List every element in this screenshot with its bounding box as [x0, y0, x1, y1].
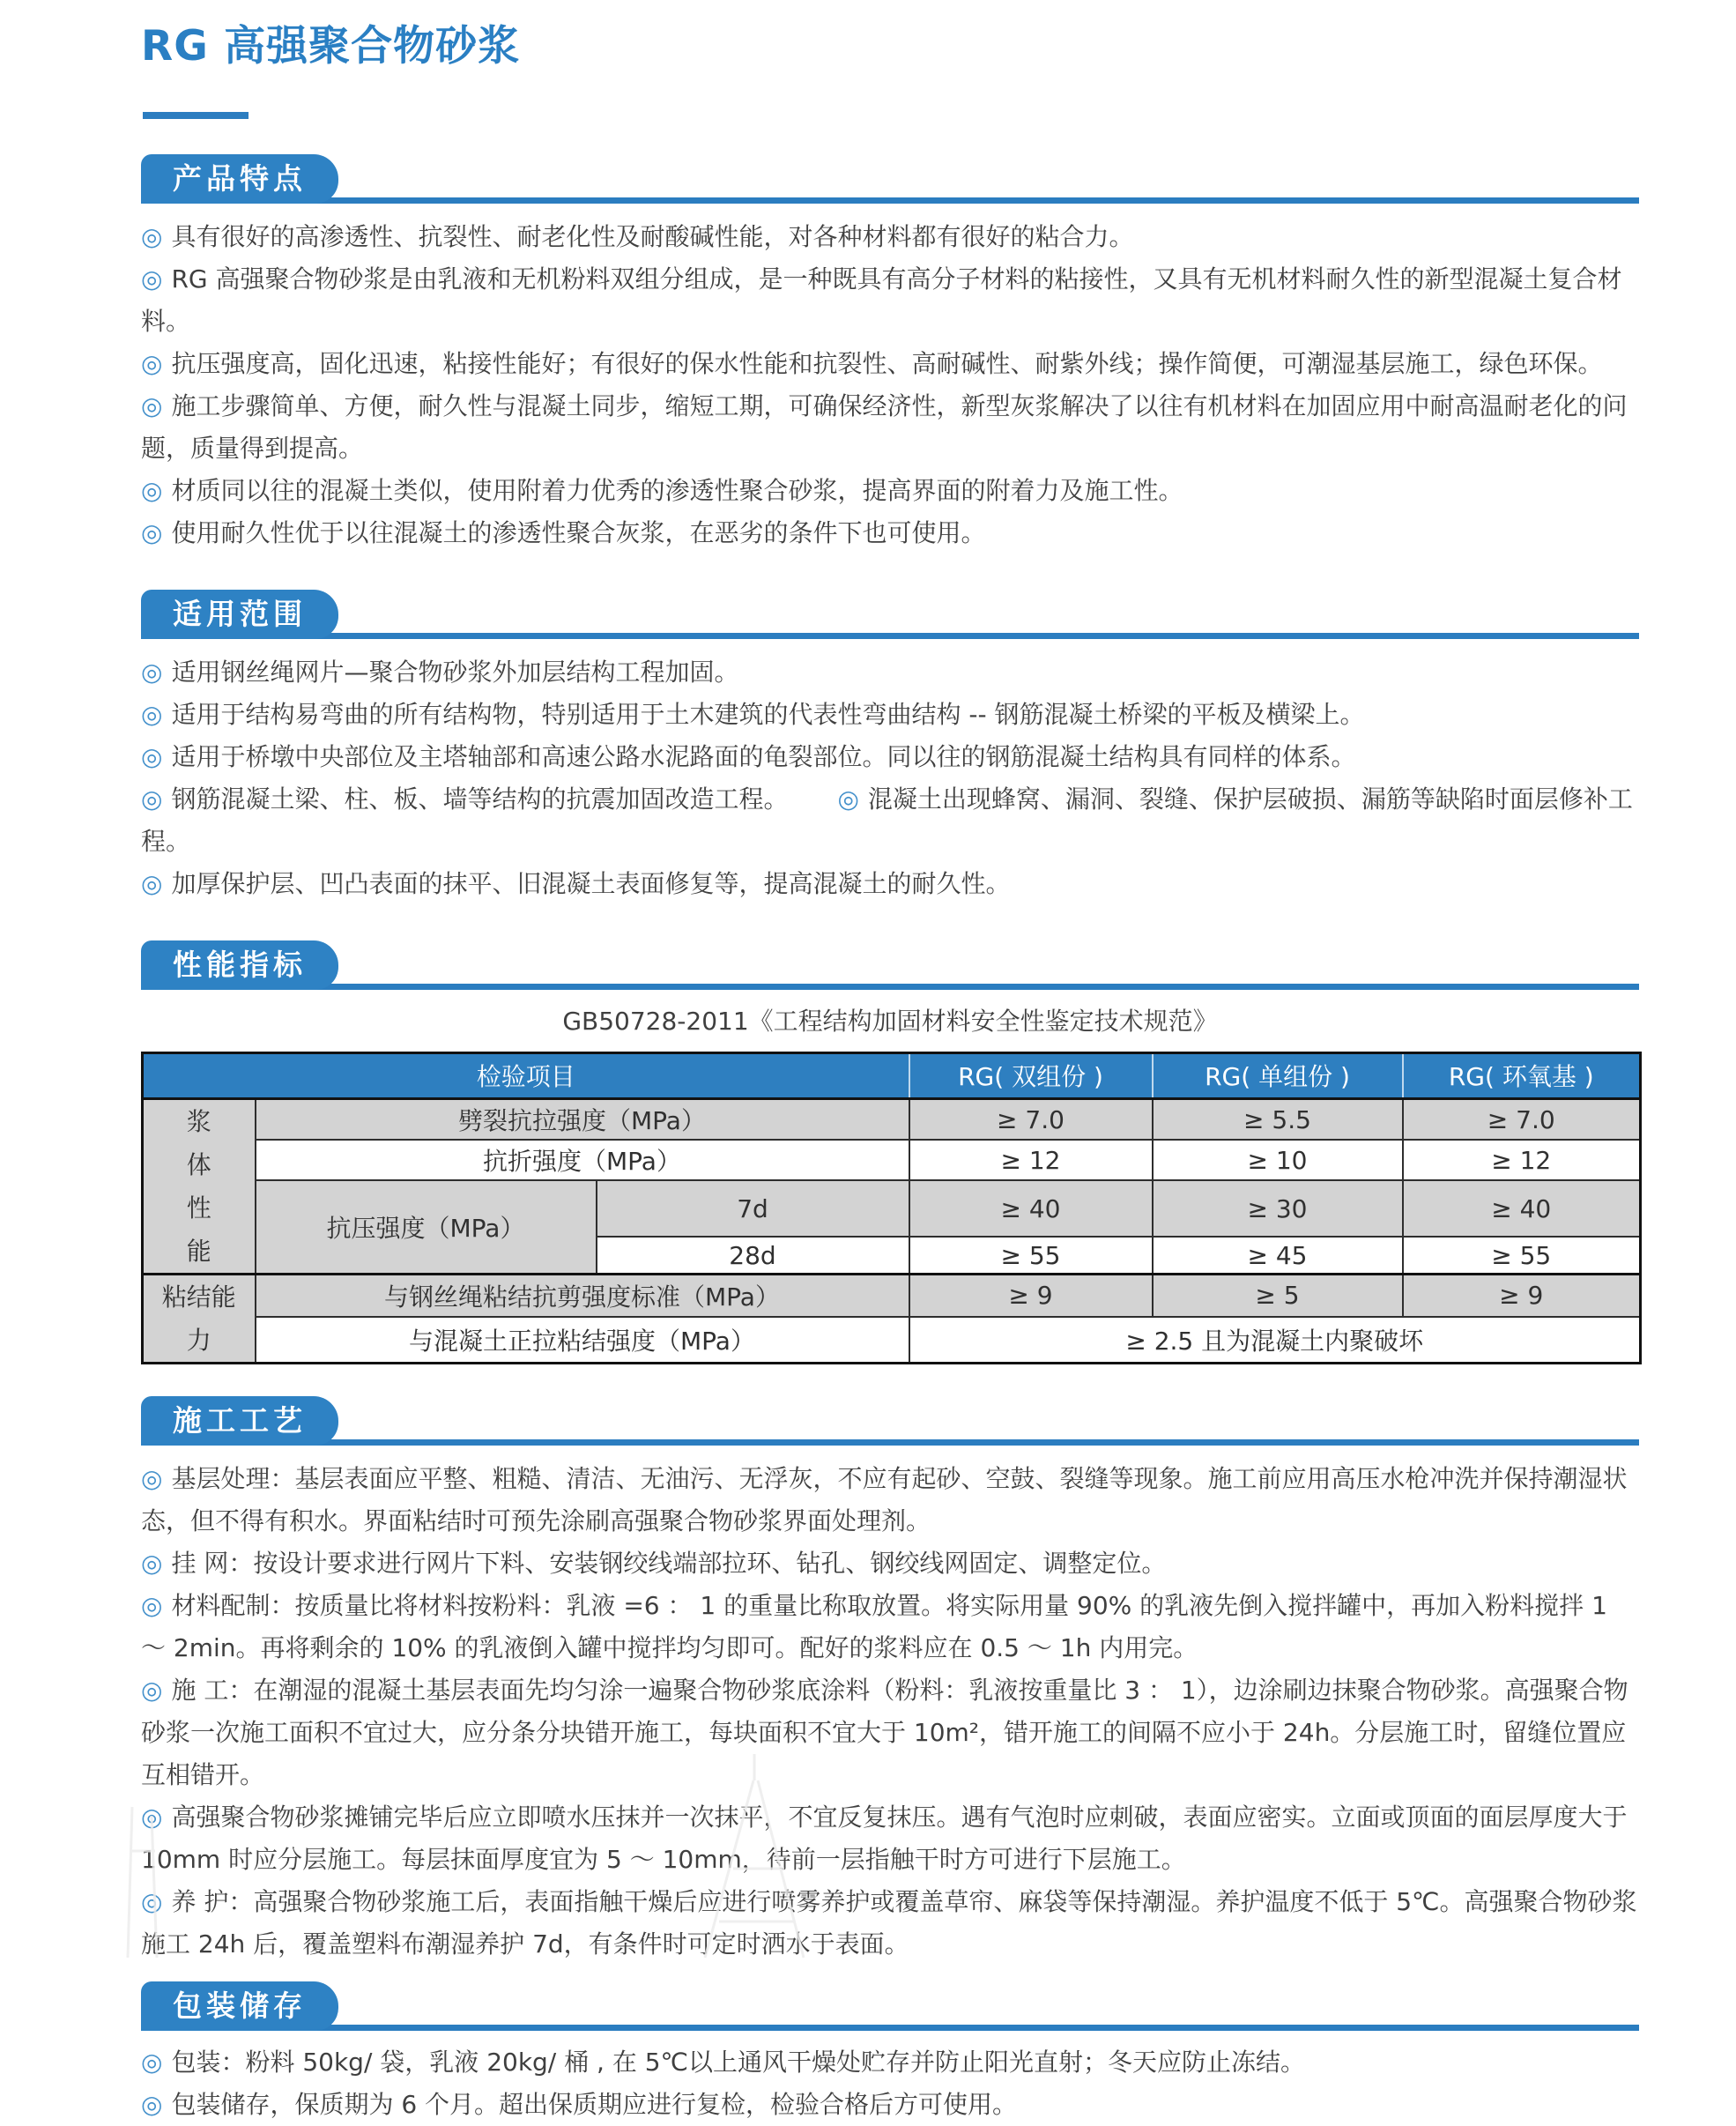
value-cell: ≥ 55 — [1403, 1237, 1641, 1274]
bullet-icon: ◎ — [141, 475, 163, 505]
page-title: RG 高强聚合物砂浆 — [141, 22, 521, 71]
process-text: 养 护：高强聚合物砂浆施工后，表面指触干燥后应进行喷雾养护或覆盖草帘、麻袋等保持潮湿。养护温度不低于 5℃。高强聚合物砂浆施工 24h 后，覆盖塑料布潮湿养护 7d，有条件时可定时洒水于表面。 — [141, 1886, 1637, 1959]
section-rule — [141, 1439, 1639, 1446]
bullet-icon: ◎ — [141, 1802, 163, 1832]
scope-item — [141, 694, 1639, 736]
scope-list — [141, 651, 1639, 905]
bullet-icon: ◎ — [141, 390, 163, 420]
scope-text: 适用于结构易弯曲的所有结构物，特别适用于土木建筑的代表性弯曲结构 -- 钢筋混凝土桥梁的平板及横梁上。 — [171, 699, 1365, 729]
table-row-wire-shear — [143, 1274, 1641, 1317]
section-badge-process: 施工工艺 — [141, 1396, 338, 1446]
section-rule — [141, 197, 1639, 204]
section-rule — [141, 633, 1639, 639]
performance-table — [141, 1052, 1642, 1364]
section-header-packaging — [141, 1981, 1639, 2031]
value-cell: ≥ 7.0 — [909, 1098, 1153, 1140]
bullet-icon: ◎ — [141, 2089, 163, 2119]
table-row-compressive-7d — [143, 1180, 1641, 1237]
value-cell: ≥ 30 — [1153, 1180, 1403, 1237]
section-badge-scope: 适用范围 — [141, 590, 338, 639]
age-cell: 7d — [597, 1180, 909, 1237]
age-cell: 28d — [597, 1237, 909, 1274]
bullet-icon: ◎ — [141, 784, 163, 814]
row-label: 抗折强度（MPa） — [256, 1140, 909, 1180]
table-row-normal-bond — [143, 1317, 1641, 1363]
bullet-icon: ◎ — [141, 868, 163, 898]
col-header-item: 检验项目 — [143, 1052, 909, 1098]
bullet-icon: ◎ — [141, 221, 163, 251]
bullet-icon: ◎ — [141, 699, 163, 729]
scope-text: 适用钢丝绳网片—聚合物砂浆外加层结构工程加固。 — [171, 657, 739, 687]
bullet-icon: ◎ — [837, 784, 859, 814]
value-cell-merged: ≥ 2.5 且为混凝土内聚破坏 — [909, 1317, 1641, 1363]
feature-item — [141, 216, 1639, 258]
packaging-item — [141, 2084, 1639, 2126]
section-header-process — [141, 1396, 1639, 1446]
bullet-icon: ◎ — [141, 348, 163, 378]
feature-text: 材质同以往的混凝土类似，使用附着力优秀的渗透性聚合砂浆，提高界面的附着力及施工性。 — [171, 475, 1183, 505]
row-label: 劈裂抗拉强度（MPa） — [256, 1098, 909, 1140]
feature-item — [141, 385, 1639, 470]
process-item — [141, 1458, 1639, 1542]
bullet-icon: ◎ — [141, 264, 163, 294]
group-cell-bond: 粘结能力 — [143, 1274, 256, 1363]
value-cell: ≥ 10 — [1153, 1140, 1403, 1180]
process-item — [141, 1585, 1639, 1669]
feature-text: 使用耐久性优于以往混凝土的渗透性聚合灰浆，在恶劣的条件下也可使用。 — [171, 517, 986, 547]
value-cell: ≥ 40 — [909, 1180, 1153, 1237]
bullet-icon: ◎ — [141, 1548, 163, 1578]
scope-item — [141, 736, 1639, 778]
value-cell: ≥ 9 — [909, 1274, 1153, 1317]
process-text: 挂 网：按设计要求进行网片下料、安装钢绞线端部拉环、钻孔、钢绞线网固定、调整定位。 — [171, 1548, 1167, 1578]
process-text: 基层处理：基层表面应平整、粗糙、清洁、无油污、无浮灰，不应有起砂、空鼓、裂缝等现象。施工前应用高压水枪冲洗并保持潮湿状态，但不得有积水。界面粘结时可预先涂刷高强聚合物砂浆界面处理剂。 — [141, 1463, 1628, 1535]
row-label-compressive: 抗压强度（MPa） — [256, 1180, 597, 1274]
section-header-features — [141, 154, 1639, 204]
scope-item — [141, 863, 1639, 905]
value-cell: ≥ 12 — [909, 1140, 1153, 1180]
section-header-scope — [141, 590, 1639, 639]
scope-text: 混凝土出现蜂窝、漏洞、裂缝、保护层破损、漏筋等缺陷时面层修补工程。 — [141, 784, 1633, 856]
section-rule — [141, 2025, 1639, 2031]
process-item — [141, 1542, 1639, 1585]
feature-item — [141, 343, 1639, 385]
packaging-text: 包装：粉料 50kg/ 袋，乳液 20kg/ 桶 , 在 5℃以上通风干燥处贮存并防止阳光直射；冬天应防止冻结。 — [171, 2047, 1306, 2077]
scope-text: 钢筋混凝土梁、柱、板、墙等结构的抗震加固改造工程。 — [171, 784, 789, 814]
value-cell: ≥ 9 — [1403, 1274, 1641, 1317]
bullet-icon: ◎ — [141, 1886, 163, 1916]
feature-text: RG 高强聚合物砂浆是由乳液和无机粉料双组分组成，是一种既具有高分子材料的粘接性，又具有无机材料耐久性的新型混凝土复合材料。 — [141, 264, 1622, 336]
col-header-rg-two-part: RG( 双组份 ) — [909, 1052, 1153, 1098]
bullet-icon: ◎ — [141, 517, 163, 547]
bullet-icon: ◎ — [141, 1463, 163, 1493]
section-header-performance — [141, 940, 1639, 990]
process-text: 高强聚合物砂浆摊铺完毕后应立即喷水压抹并一次抹平，不宜反复抹压。遇有气泡时应刺破，表面应密实。立面或顶面的面层厚度大于 10mm 时应分层施工。每层抹面厚度宜为 5 ～ 10mm，待前一层指触干时方可进行下层施工。 — [141, 1802, 1628, 1874]
value-cell: ≥ 40 — [1403, 1180, 1641, 1237]
scope-text: 适用于桥墩中央部位及主塔轴部和高速公路水泥路面的龟裂部位。同以往的钢筋混凝土结构具有同样的体系。 — [171, 741, 1356, 771]
section-rule — [141, 984, 1639, 990]
process-text: 施 工：在潮湿的混凝土基层表面先均匀涂一遍聚合物砂浆底涂料（粉料：乳液按重量比 3 ： 1），边涂刷边抹聚合物砂浆。高强聚合物砂浆一次施工面积不宜过大，应分条分块错开施工，每块面积不宜大于 10m²，错开施工的间隔不应小于 24h。分层施工时，留缝位置应互相错开。 — [141, 1675, 1628, 1789]
process-item — [141, 1669, 1639, 1796]
features-list — [141, 216, 1639, 554]
value-cell: ≥ 7.0 — [1403, 1098, 1641, 1140]
table-caption: GB50728-2011《工程结构加固材料安全性鉴定技术规范》 — [562, 1006, 1218, 1036]
value-cell: ≥ 5 — [1153, 1274, 1403, 1317]
bullet-icon: ◎ — [141, 1590, 163, 1620]
bullet-icon: ◎ — [141, 741, 163, 771]
value-cell: ≥ 55 — [909, 1237, 1153, 1274]
scope-item — [141, 651, 1639, 694]
process-item — [141, 1796, 1639, 1881]
packaging-list — [141, 2041, 1639, 2126]
packaging-item — [141, 2041, 1639, 2084]
section-badge-performance: 性能指标 — [141, 940, 338, 990]
process-list — [141, 1458, 1639, 1966]
feature-text: 抗压强度高，固化迅速，粘接性能好；有很好的保水性能和抗裂性、高耐碱性、耐紫外线；操作简便，可潮湿基层施工，绿色环保。 — [171, 348, 1603, 378]
packaging-text: 包装储存，保质期为 6 个月。超出保质期应进行复检，检验合格后方可使用。 — [171, 2089, 1018, 2119]
row-label: 与混凝土正拉粘结强度（MPa） — [256, 1317, 909, 1363]
table-row-split-tensile — [143, 1098, 1641, 1140]
section-badge-packaging: 包装储存 — [141, 1981, 338, 2031]
bullet-icon: ◎ — [141, 657, 163, 687]
bullet-icon: ◎ — [141, 2047, 163, 2077]
table-row-flexural — [143, 1140, 1641, 1180]
scope-item-double — [141, 778, 1639, 863]
process-text: 材料配制：按质量比将材料按粉料：乳液 =6 ： 1 的重量比称取放置。将实际用量 90% 的乳液先倒入搅拌罐中，再加入粉料搅拌 1 ～ 2min。再将剩余的 10% 的乳液倒入罐中搅拌均匀即可。配好的浆料应在 0.5 ～ 1h 内用完。 — [141, 1590, 1607, 1662]
feature-item — [141, 470, 1639, 512]
feature-item — [141, 512, 1639, 554]
group-cell-slurry: 浆体性能 — [143, 1098, 256, 1274]
row-label: 与钢丝绳粘结抗剪强度标准（MPa） — [256, 1274, 909, 1317]
feature-text: 施工步骤简单、方便，耐久性与混凝土同步，缩短工期，可确保经济性，新型灰浆解决了以往有机材料在加固应用中耐高温耐老化的问题，质量得到提高。 — [141, 390, 1628, 463]
table-header-row — [143, 1052, 1641, 1098]
bullet-icon: ◎ — [141, 1675, 163, 1705]
col-header-rg-one-part: RG( 单组份 ) — [1153, 1052, 1403, 1098]
scope-text: 加厚保护层、凹凸表面的抹平、旧混凝土表面修复等，提高混凝土的耐久性。 — [171, 868, 1011, 898]
feature-item — [141, 258, 1639, 343]
col-header-rg-epoxy: RG( 环氧基 ) — [1403, 1052, 1641, 1098]
title-underline-dash — [143, 112, 249, 119]
process-item — [141, 1881, 1639, 1966]
value-cell: ≥ 45 — [1153, 1237, 1403, 1274]
value-cell: ≥ 12 — [1403, 1140, 1641, 1180]
value-cell: ≥ 5.5 — [1153, 1098, 1403, 1140]
section-badge-features: 产品特点 — [141, 154, 338, 204]
feature-text: 具有很好的高渗透性、抗裂性、耐老化性及耐酸碱性能，对各种材料都有很好的粘合力。 — [171, 221, 1134, 251]
